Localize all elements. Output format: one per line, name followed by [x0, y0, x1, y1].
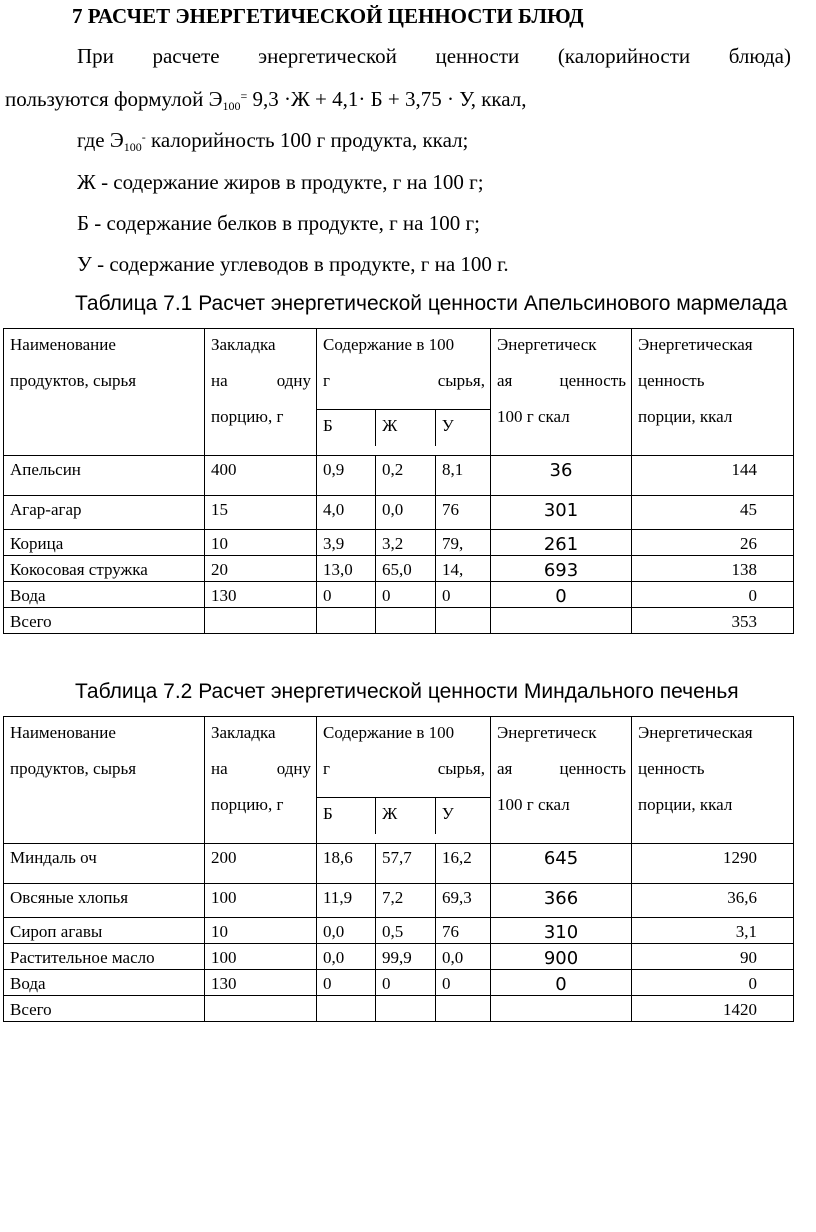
header-protein: Б [317, 798, 376, 835]
cell-fat [376, 996, 436, 1022]
intro-word: энергетической [258, 44, 397, 68]
intro-word: блюда) [728, 44, 791, 68]
cell-energy-100g: 366 [491, 884, 632, 918]
cell-energy-portion: 144 [632, 456, 794, 496]
intro-word: При [77, 44, 114, 68]
cell-fat: 0,0 [376, 496, 436, 530]
cell-energy-100g: 261 [491, 530, 632, 556]
cell-energy-100g: 310 [491, 918, 632, 944]
cell-name: Агар-агар [4, 496, 205, 530]
cell-portion: 15 [205, 496, 317, 530]
definition-energy: где $Э_{100}^-$ калорийность 100 г продукта, ккал; [77, 128, 469, 154]
cell-portion: 200 [205, 844, 317, 884]
table-row [4, 884, 794, 918]
cell-fat: 0 [376, 582, 436, 608]
table-row [4, 918, 794, 944]
cell-name: Сироп агавы [4, 918, 205, 944]
header-carbs: У [435, 410, 490, 447]
cell-energy-100g: 0 [491, 582, 632, 608]
cell-protein: 18,6 [317, 844, 376, 884]
table-header-row [4, 329, 794, 456]
cell-energy-100g [491, 996, 632, 1022]
cell-name: Всего [4, 608, 205, 634]
cell-portion: 20 [205, 556, 317, 582]
cell-energy-100g: 301 [491, 496, 632, 530]
intro-word: расчете [152, 44, 220, 68]
cell-fat: 99,9 [376, 944, 436, 970]
cell-energy-portion: 1420 [632, 996, 794, 1022]
cell-name: Всего [4, 996, 205, 1022]
cell-carbs [436, 608, 491, 634]
cell-fat: 0,2 [376, 456, 436, 496]
header-name: Наименование продуктов, сырья [4, 717, 205, 844]
header-portion: Закладка на одну порцию, г [205, 717, 317, 844]
definition-protein: Б - содержание белков в продукте, г на 100 г; [77, 211, 480, 235]
cell-energy-portion: 0 [632, 582, 794, 608]
cell-protein: 0,9 [317, 456, 376, 496]
cell-energy-100g: 36 [491, 456, 632, 496]
cell-name: Апельсин [4, 456, 205, 496]
cell-portion: 400 [205, 456, 317, 496]
definition-carbs: У - содержание углеводов в продукте, г на 100 г. [77, 252, 509, 276]
cell-fat: 0,5 [376, 918, 436, 944]
table-1-caption: Таблица 7.1 Расчет энергетической ценности Апельсинового мармелада [75, 292, 788, 315]
cell-fat [376, 608, 436, 634]
cell-carbs: 76 [436, 918, 491, 944]
header-fat: Ж [376, 410, 436, 447]
header-portion: Закладка на одну порцию, г [205, 329, 317, 456]
cell-name: Корица [4, 530, 205, 556]
cell-portion: 130 [205, 582, 317, 608]
cell-protein: 0,0 [317, 944, 376, 970]
cell-carbs: 8,1 [436, 456, 491, 496]
section-title: 7 РАСЧЕТ ЭНЕРГЕТИЧЕСКОЙ ЦЕННОСТИ БЛЮД [72, 4, 584, 28]
cell-name: Овсяные хлопья [4, 884, 205, 918]
cell-protein: 0 [317, 582, 376, 608]
header-content: Содержание в 100 г сырья, Б Ж У [317, 717, 491, 844]
cell-protein [317, 608, 376, 634]
table-total-row [4, 996, 794, 1022]
header-energy-100g: Энергетическ ая ценность 100 г скал [491, 329, 632, 456]
table-1 [3, 328, 794, 634]
table-row [4, 456, 794, 496]
cell-energy-portion: 138 [632, 556, 794, 582]
cell-carbs: 69,3 [436, 884, 491, 918]
header-energy-portion: Энергетическая ценность порции, ккал [632, 717, 794, 844]
cell-energy-portion: 3,1 [632, 918, 794, 944]
cell-protein: 13,0 [317, 556, 376, 582]
table-row [4, 496, 794, 530]
cell-energy-portion: 26 [632, 530, 794, 556]
cell-name: Вода [4, 970, 205, 996]
table-row [4, 944, 794, 970]
cell-fat: 65,0 [376, 556, 436, 582]
table-header-row [4, 717, 794, 844]
table-2 [3, 716, 794, 1022]
cell-portion [205, 608, 317, 634]
cell-portion: 100 [205, 944, 317, 970]
header-content-subcolumns [317, 409, 490, 446]
table-row [4, 556, 794, 582]
cell-fat: 57,7 [376, 844, 436, 884]
cell-fat: 0 [376, 970, 436, 996]
cell-protein: 0,0 [317, 918, 376, 944]
cell-energy-portion: 1290 [632, 844, 794, 884]
cell-portion: 10 [205, 530, 317, 556]
table-row [4, 970, 794, 996]
cell-carbs: 0 [436, 582, 491, 608]
cell-energy-portion: 353 [632, 608, 794, 634]
header-energy-portion: Энергетическая ценность порции, ккал [632, 329, 794, 456]
cell-fat: 3,2 [376, 530, 436, 556]
cell-energy-100g: 900 [491, 944, 632, 970]
cell-energy-portion: 45 [632, 496, 794, 530]
table-2-caption: Таблица 7.2 Расчет энергетической ценности Миндального печенья [75, 680, 739, 703]
intro-word: ценности [435, 44, 520, 68]
cell-protein: 11,9 [317, 884, 376, 918]
cell-portion: 130 [205, 970, 317, 996]
cell-carbs: 79, [436, 530, 491, 556]
cell-name: Кокосовая стружка [4, 556, 205, 582]
cell-carbs [436, 996, 491, 1022]
cell-protein: 4,0 [317, 496, 376, 530]
cell-carbs: 0 [436, 970, 491, 996]
header-energy-100g: Энергетическ ая ценность 100 г скал [491, 717, 632, 844]
cell-energy-100g: 0 [491, 970, 632, 996]
cell-fat: 7,2 [376, 884, 436, 918]
header-fat: Ж [376, 798, 436, 835]
definition-fat: Ж - содержание жиров в продукте, г на 100 г; [77, 170, 484, 194]
table-row [4, 582, 794, 608]
cell-energy-portion: 90 [632, 944, 794, 970]
cell-carbs: 0,0 [436, 944, 491, 970]
header-content: Содержание в 100 г сырья, Б Ж У [317, 329, 491, 456]
cell-carbs: 76 [436, 496, 491, 530]
cell-energy-100g: 645 [491, 844, 632, 884]
header-protein: Б [317, 410, 376, 447]
table-row [4, 844, 794, 884]
cell-energy-100g: 693 [491, 556, 632, 582]
cell-portion: 100 [205, 884, 317, 918]
cell-energy-portion: 0 [632, 970, 794, 996]
header-content-subcolumns [317, 797, 490, 834]
cell-portion: 10 [205, 918, 317, 944]
intro-word: (калорийности [557, 44, 691, 68]
intro-line-1 [77, 44, 791, 69]
formula-line: пользуются формулой $Э_{100}^=$ 9,3 ·Ж + 4,1· Б + 3,75 · У, ккал, [5, 87, 527, 113]
table-total-row [4, 608, 794, 634]
cell-protein [317, 996, 376, 1022]
cell-energy-100g [491, 608, 632, 634]
header-carbs: У [435, 798, 490, 835]
cell-protein: 3,9 [317, 530, 376, 556]
cell-energy-portion: 36,6 [632, 884, 794, 918]
cell-name: Растительное масло [4, 944, 205, 970]
table-row [4, 530, 794, 556]
cell-name: Вода [4, 582, 205, 608]
cell-carbs: 16,2 [436, 844, 491, 884]
cell-carbs: 14, [436, 556, 491, 582]
cell-portion [205, 996, 317, 1022]
cell-name: Миндаль оч [4, 844, 205, 884]
header-name: Наименование продуктов, сырья [4, 329, 205, 456]
cell-protein: 0 [317, 970, 376, 996]
